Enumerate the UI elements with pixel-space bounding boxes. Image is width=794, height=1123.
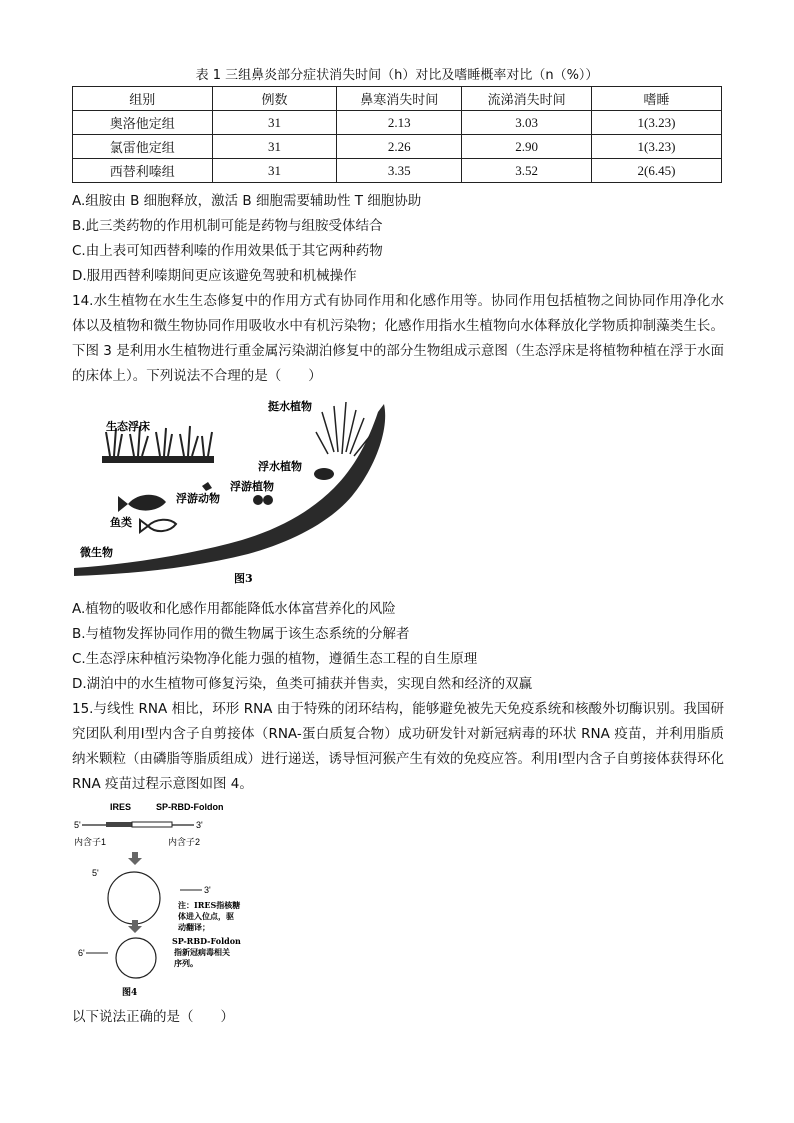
note-line: 序列。	[174, 958, 198, 968]
q13-option-a: A.组胺由 B 细胞释放，激活 B 细胞需要辅助性 T 细胞协助	[72, 193, 422, 209]
float-bed	[102, 456, 214, 463]
q13-option-c: C.由上表可知西替利嗪的作用效果低于其它两种药物	[72, 243, 383, 259]
q15-stem: 15.与线性 RNA 相比，环形 RNA 由于特殊的闭环结构，能够避免被先天免疫系统和核酸外切酶识别。我国研究团队利用Ⅰ型内含子自剪接体（RNA-蛋白质复合物）成功研发针对新冠病毒的环状 RNA 疫苗，并利用脂质纳米颗粒（由磷脂等脂质组成）进行递送，诱导恒河猴产生有效的免疫应答。利用Ⅰ型内含子自剪接体获得环化 RNA 疫苗过程示意图如图 4。	[72, 701, 724, 792]
table-header-row	[73, 87, 722, 111]
table-cell: 31	[212, 159, 337, 183]
label-floating-plants: 浮水植物	[258, 460, 302, 473]
phytoplankton-dot	[263, 495, 273, 505]
figure-3-ecosystem	[72, 392, 402, 588]
header-runny-nose: 流涕消失时间	[462, 87, 592, 111]
table-cell: 1(3.23)	[591, 111, 721, 135]
q14-option-a: A.植物的吸收和化感作用都能降低水体富营养化的风险	[72, 601, 396, 617]
label-figure-3: 图3	[234, 572, 253, 585]
q14-option-b: B.与植物发挥协同作用的微生物属于该生态系统的分解者	[72, 626, 410, 642]
table-cell: 2.13	[337, 111, 462, 135]
fish-shape	[118, 495, 166, 512]
label-6prime: 6'	[78, 948, 85, 958]
header-nasal-block: 鼻寒消失时间	[337, 87, 462, 111]
table-row	[73, 111, 722, 135]
header-count: 例数	[212, 87, 337, 111]
label-float-bed: 生态浮床	[106, 420, 150, 433]
header-drowsy: 嗜睡	[591, 87, 721, 111]
q14-stem: 14.水生植物在水生生态修复中的作用方式有协同作用和化感作用等。协同作用包括植物之间协同作用净化水体以及植物和微生物协同作用吸收水中有机污染物；化感作用指水生植物向水体释放化学物质抑制藻类生长。下图 3 是利用水生植物进行重金属污染湖泊修复中的部分生物组成示意图（生态浮床是将植物种植在浮于水面的床体上）。下列说法不合理的是（ ）	[72, 293, 724, 384]
header-group: 组别	[73, 87, 213, 111]
floating-plant	[314, 468, 334, 480]
q14-option-d: D.湖泊中的水生植物可修复污染，鱼类可捕获并售卖，实现自然和经济的双赢	[72, 676, 533, 692]
note-line: 动翻译；	[178, 922, 210, 932]
label-emergent-plants: 挺水植物	[268, 400, 312, 413]
label-ires: IRES	[110, 802, 132, 812]
rna-circle	[108, 872, 160, 924]
table-cell: 2.26	[337, 135, 462, 159]
label-phytoplankton: 浮游植物	[230, 480, 274, 493]
q15-question-tail: 以下说法正确的是（ ）	[72, 1009, 234, 1025]
figure-note	[172, 900, 241, 968]
symptom-table	[72, 86, 722, 183]
label-figure-4: 图4	[122, 988, 138, 998]
table-cell: 31	[212, 111, 337, 135]
fish-shape	[140, 520, 176, 532]
down-arrow-icon	[128, 920, 142, 933]
label-5prime: 5'	[74, 820, 81, 830]
label-zooplankton: 浮游动物	[176, 492, 220, 505]
circular-rna	[116, 938, 156, 978]
phytoplankton-dot	[253, 495, 263, 505]
table-cell: 2(6.45)	[591, 159, 721, 183]
figure-4-circular-rna	[72, 798, 312, 1000]
down-arrow-icon	[128, 852, 142, 865]
note-line: 注：IRES指核糖	[178, 900, 241, 910]
table-cell: 奥洛他定组	[73, 111, 213, 135]
table-cell: 31	[212, 135, 337, 159]
label-3prime: 3'	[196, 820, 203, 830]
q13-option-d: D.服用西替利嗪期间更应该避免驾驶和机械操作	[72, 268, 357, 284]
zooplankton-shape	[202, 482, 212, 491]
table-cell: 氯雷他定组	[73, 135, 213, 159]
note-line: 指新冠病毒相关	[174, 947, 230, 957]
note-line: 体进入位点，驱	[178, 911, 234, 921]
table-row	[73, 135, 722, 159]
label-intron-2: 内含子2	[168, 837, 201, 847]
table-cell: 1(3.23)	[591, 135, 721, 159]
label-fish: 鱼类	[110, 516, 132, 529]
table-cell: 3.35	[337, 159, 462, 183]
table-row	[73, 159, 722, 183]
ires-segment	[106, 822, 132, 827]
table-cell: 西替利嗪组	[73, 159, 213, 183]
table-cell: 2.90	[462, 135, 592, 159]
note-line: SP-RBD-Foldon	[172, 936, 241, 946]
q14-option-c: C.生态浮床种植污染物净化能力强的植物，遵循生态工程的自生原理	[72, 651, 478, 667]
sp-segment	[132, 822, 172, 827]
label-sp-rbd: SP-RBD-Foldon	[156, 802, 224, 812]
label-5prime-2: 5'	[92, 868, 99, 878]
emergent-plants	[316, 402, 370, 456]
label-microbe: 微生物	[80, 546, 113, 559]
label-intron-1: 内含子1	[74, 837, 107, 847]
q13-option-b: B.此三类药物的作用机制可能是药物与组胺受体结合	[72, 218, 383, 234]
label-3prime-2: 3'	[204, 885, 211, 895]
table-caption: 表 1 三组鼻炎部分症状消失时间（h）对比及嗜睡概率对比（n（%））	[195, 68, 599, 83]
table-cell: 3.03	[462, 111, 592, 135]
table-cell: 3.52	[462, 159, 592, 183]
